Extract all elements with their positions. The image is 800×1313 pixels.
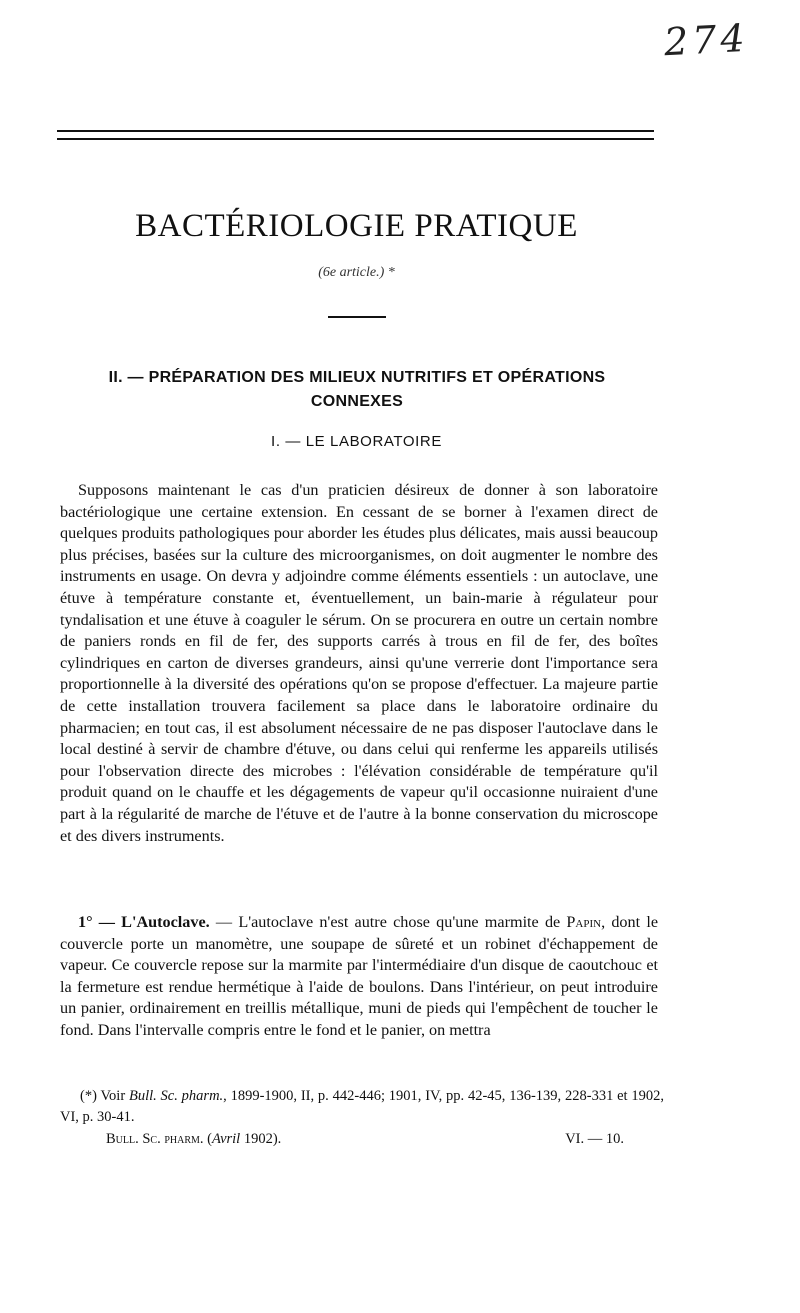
running-footer <box>106 1131 624 1148</box>
footnote-marker: (*) Voir <box>80 1088 129 1104</box>
footnote-journal: Bull. Sc. pharm. <box>128 1088 224 1104</box>
header-rule-bottom <box>57 138 654 140</box>
footer-citation <box>106 1131 281 1148</box>
section-heading-line-1: II. — PRÉPARATION DES MILIEUX NUTRITIFS ET OPÉRATIONS <box>108 369 606 386</box>
header-rule-top <box>57 130 654 132</box>
footer-month: Avril <box>212 1131 241 1147</box>
footnote <box>60 1086 664 1128</box>
article-subtitle: (6e article.) * <box>318 265 395 280</box>
paragraph-laboratoire: Supposons maintenant le cas d'un praticien désireux de donner à son laboratoire bactériologique une certaine extension. En cessant de se borner à l'examen direct de quelques produits pathologiques pour aborder les études plus délicates, mais aussi beaucoup plus précises, basées sur la culture des microorganismes, on doit augmenter le nombre des instruments en usage. On devra y adjoindre comme éléments essentiels : un autoclave, une étuve à température constante et, éventuellement, un bain-marie à régulateur pour tyndalisation et une étuve à coaguler le sérum. On se procurera en outre un certain nombre de paniers ronds en fil de fer, des supports carrés à trous en fil de fer, des boîtes cylindriques en carton de diverses grandeurs, ainsi qu'une verrerie dont l'importance sera proportionnelle à la diversité des opérations qu'on se propose d'effectuer. La majeure partie de cette installation trouvera facilement sa place dans le laboratoire ordinaire du pharmacien; en tout cas, il est absolument nécessaire de ne pas disposer l'autoclave dans le local destiné à servir de chambre d'étuve, ou dans celui qui renferme les appareils utilisés pour l'observation directe des microbes : l'élévation considérable de température qu'il produit quand on le chauffe et les dégagements de vapeur qu'il occasionne nuiraient d'une part à la régularité de marche de l'étuve et de l'autre à la bonne conservation du microscope et des divers instruments. <box>60 481 658 845</box>
title-separator <box>328 316 386 318</box>
footer-journal: Bull. Sc. pharm. <box>106 1131 204 1147</box>
handwritten-page-mark: 274 <box>662 15 750 65</box>
section-heading <box>60 366 654 414</box>
footer-year: 1902). <box>240 1131 282 1147</box>
paragraph-autoclave <box>60 912 658 1042</box>
footnote-references: , 1899-1900, II, p. 442-446; 1901, IV, pp. 42-45, 136-139, 228-331 et 1902, VI, p. 30-41. <box>60 1088 665 1125</box>
article-title: BACTÉRIOLOGIE PRATIQUE <box>135 208 578 244</box>
footer-folio: VI. — 10. <box>565 1131 624 1147</box>
footer-date-open: ( <box>207 1131 213 1147</box>
autoclave-text-a: — L'autoclave n'est autre chose qu'une marmite de <box>209 913 567 931</box>
autoclave-lead: 1° — L'Autoclave. <box>78 913 210 931</box>
subsection-heading: I. — LE LABORATOIRE <box>271 433 442 450</box>
section-heading-line-2: CONNEXES <box>310 393 404 410</box>
autoclave-text-b: , dont le couvercle porte un manomètre, une soupape de sûreté et un robinet d'échappement de vapeur. Ce couvercle repose sur la marmite par l'intermédiaire d'un disque de caoutchouc et la fermeture est rendue hermétique à l'aide de boulons. Dans l'intérieur, on peut introduire un panier, ordinairement en treillis métallique, muni de pieds qui l'empêchent de toucher le fond. Dans l'intervalle compris entre le fond et le panier, on mettra <box>60 913 658 1039</box>
name-papin: Papin <box>566 913 602 931</box>
